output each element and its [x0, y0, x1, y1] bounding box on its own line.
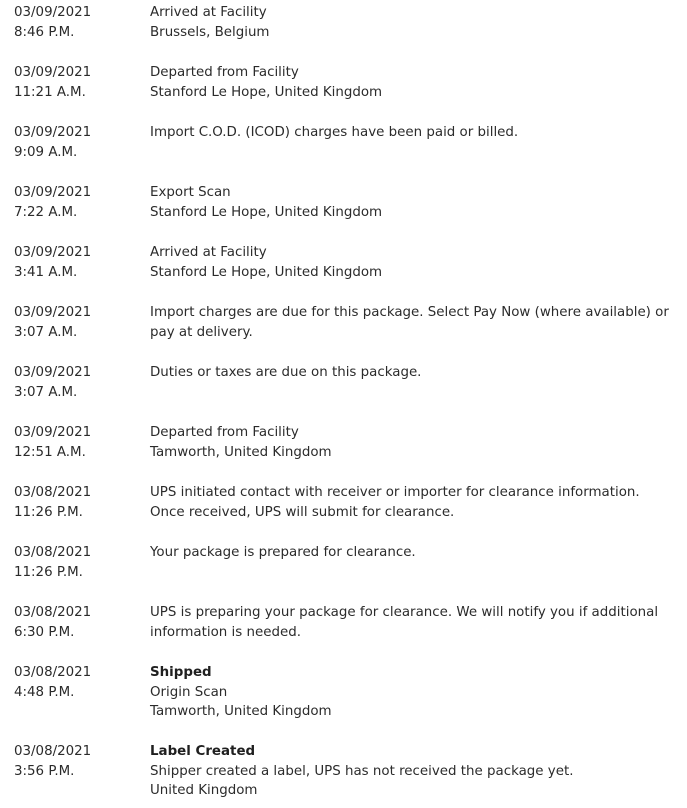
event-time: 11:26 P.M.	[14, 504, 83, 520]
event-datetime	[0, 603, 150, 642]
event-time: 3:07 A.M.	[14, 324, 78, 340]
event-status: Departed from Facility	[150, 65, 299, 80]
event-date: 03/08/2021	[14, 665, 92, 680]
timeline-event	[0, 603, 687, 663]
event-time: 6:30 P.M.	[14, 624, 75, 640]
event-location: Stanford Le Hope, United Kingdom	[150, 84, 383, 100]
event-datetime	[0, 63, 150, 102]
event-time: 8:46 P.M.	[14, 24, 75, 40]
event-location: Stanford Le Hope, United Kingdom	[150, 204, 383, 220]
event-datetime	[0, 483, 150, 522]
event-date: 03/09/2021	[14, 5, 92, 20]
timeline-event	[0, 483, 687, 543]
event-detail	[150, 3, 670, 42]
event-detail	[150, 63, 670, 102]
event-detail	[150, 423, 670, 462]
event-time: 4:48 P.M.	[14, 684, 75, 700]
event-date: 03/09/2021	[14, 185, 92, 200]
event-time: 7:22 A.M.	[14, 204, 78, 220]
event-datetime	[0, 243, 150, 282]
event-status: Import charges are due for this package. Select Pay Now (where available) or pay at delivery.	[150, 305, 669, 340]
event-milestone: Label Created	[150, 744, 256, 759]
event-detail	[150, 483, 670, 522]
event-time: 11:21 A.M.	[14, 84, 86, 100]
event-detail	[150, 742, 670, 801]
event-milestone: Shipped	[150, 665, 212, 680]
event-time: 9:09 A.M.	[14, 144, 78, 160]
event-datetime	[0, 423, 150, 462]
event-location: Brussels, Belgium	[150, 24, 270, 40]
timeline-event	[0, 363, 687, 423]
event-date: 03/09/2021	[14, 65, 92, 80]
event-status: Export Scan	[150, 185, 231, 200]
event-date: 03/09/2021	[14, 305, 92, 320]
event-location: Tamworth, United Kingdom	[150, 444, 332, 460]
event-status: Shipper created a label, UPS has not received the package yet.	[150, 763, 574, 779]
event-location: Stanford Le Hope, United Kingdom	[150, 264, 383, 280]
event-date: 03/08/2021	[14, 485, 92, 500]
event-date: 03/09/2021	[14, 245, 92, 260]
event-date: 03/08/2021	[14, 744, 92, 759]
event-datetime	[0, 123, 150, 162]
event-datetime	[0, 543, 150, 582]
event-datetime	[0, 742, 150, 781]
event-detail	[150, 543, 670, 563]
timeline-event	[0, 63, 687, 123]
event-detail	[150, 663, 670, 722]
timeline-event	[0, 303, 687, 363]
event-status: Your package is prepared for clearance.	[150, 545, 416, 560]
event-time: 12:51 A.M.	[14, 444, 86, 460]
event-time: 3:41 A.M.	[14, 264, 78, 280]
event-datetime	[0, 3, 150, 42]
event-date: 03/09/2021	[14, 365, 92, 380]
event-location: United Kingdom	[150, 783, 258, 798]
event-status: Arrived at Facility	[150, 245, 267, 260]
timeline-event	[0, 183, 687, 243]
event-status: Departed from Facility	[150, 425, 299, 440]
timeline-event	[0, 3, 687, 63]
event-detail	[150, 123, 670, 143]
event-status: UPS initiated contact with receiver or importer for clearance information. Once received, UPS will submit for clearance.	[150, 485, 640, 520]
timeline-event	[0, 423, 687, 483]
event-datetime	[0, 363, 150, 402]
event-location: Tamworth, United Kingdom	[150, 704, 332, 719]
event-date: 03/09/2021	[14, 125, 92, 140]
event-detail	[150, 303, 670, 342]
event-time: 3:07 A.M.	[14, 384, 78, 400]
timeline-event-milestone	[0, 663, 687, 742]
event-status: UPS is preparing your package for clearance. We will notify you if additional information is needed.	[150, 605, 659, 640]
event-time: 3:56 P.M.	[14, 763, 75, 779]
event-date: 03/08/2021	[14, 545, 92, 560]
event-detail	[150, 363, 670, 383]
event-status: Duties or taxes are due on this package.	[150, 365, 422, 380]
event-datetime	[0, 663, 150, 702]
timeline-event-milestone	[0, 742, 687, 801]
timeline-event	[0, 543, 687, 603]
event-detail	[150, 183, 670, 222]
event-status: Origin Scan	[150, 684, 228, 700]
event-date: 03/09/2021	[14, 425, 92, 440]
event-detail	[150, 243, 670, 282]
event-datetime	[0, 303, 150, 342]
event-date: 03/08/2021	[14, 605, 92, 620]
event-time: 11:26 P.M.	[14, 564, 83, 580]
event-status: Arrived at Facility	[150, 5, 267, 20]
event-detail	[150, 603, 670, 642]
event-status: Import C.O.D. (ICOD) charges have been paid or billed.	[150, 125, 519, 140]
timeline-event	[0, 243, 687, 303]
event-datetime	[0, 183, 150, 222]
timeline-event	[0, 123, 687, 183]
